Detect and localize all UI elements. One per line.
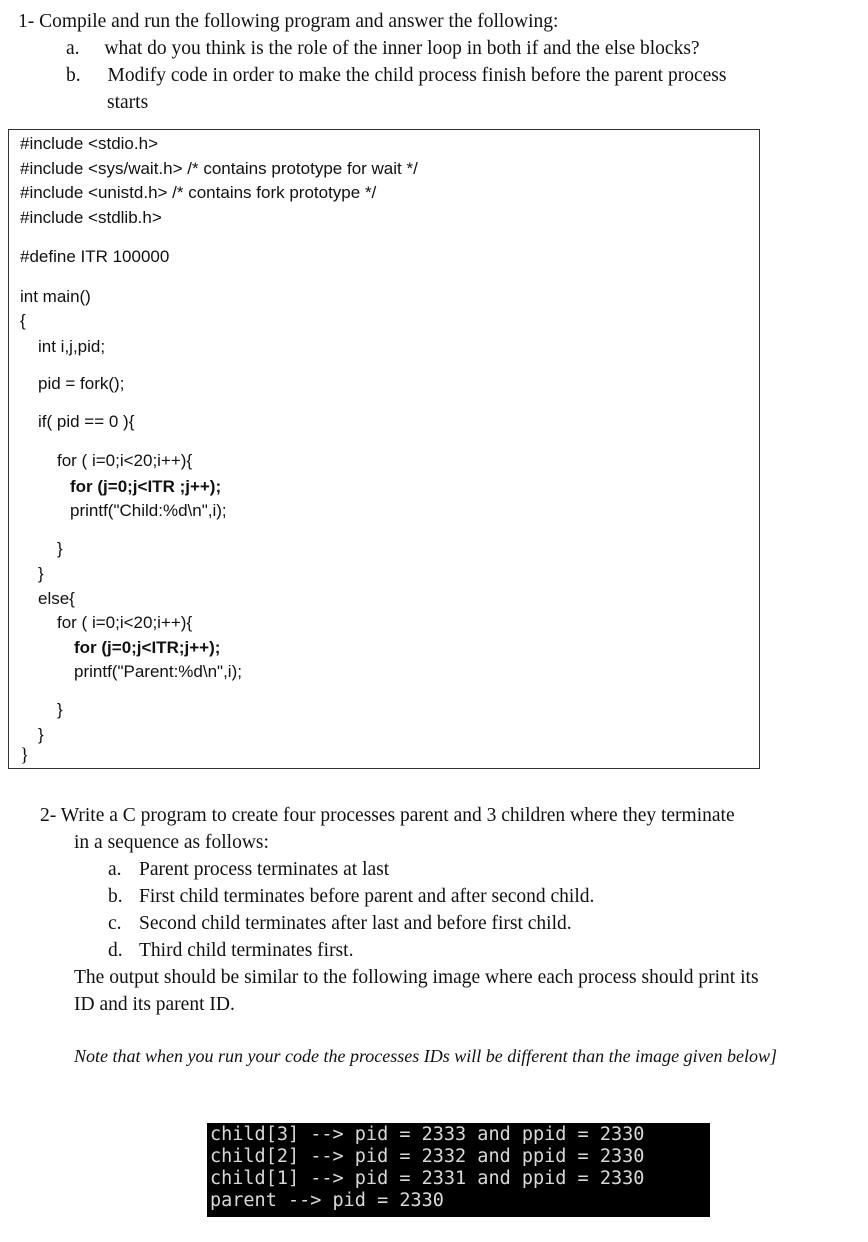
code-line: } [20,745,30,766]
question-1-item-b-continuation: starts [107,92,149,113]
code-listing-box [8,129,760,769]
question-2-item-a: Parent process terminates at last [139,859,390,880]
question-1-item-b [66,62,726,89]
code-line: else{ [38,589,75,608]
terminal-line: child[2] --> pid = 2332 and ppid = 2330 [210,1146,645,1167]
item-letter: a. [66,38,80,59]
note-text: Note that when you run your code the processes IDs will be different than the image given below] [74,1046,778,1066]
code-line: printf("Child:%d\n",i); [70,501,227,520]
code-line: pid = fork(); [38,374,125,393]
output-instruction-continuation: ID and its parent ID. [74,994,235,1015]
question-1-item-a [66,35,700,62]
item-letter: b. [66,65,81,86]
code-line: for ( i=0;i<20;i++){ [57,451,193,470]
code-line: for (j=0;j<ITR;j++); [74,638,221,657]
question-2-title-continuation: in a sequence as follows: [74,832,269,853]
item-letter: a. [108,859,122,880]
code-line: printf("Parent:%d\n",i); [74,662,242,681]
question-2-item-d: Third child terminates first. [139,940,354,961]
item-letter: c. [108,913,122,934]
code-line: #include <stdlib.h> [20,208,162,227]
code-line: int i,j,pid; [38,337,106,356]
question-2-title: 2- Write a C program to create four processes parent and 3 children where they terminate [40,805,735,826]
code-line: for (j=0;j<ITR ;j++); [70,477,222,496]
code-line: #include <unistd.h> /* contains fork prototype */ [20,183,377,202]
question-1-title: 1- Compile and run the following program and answer the following: [18,11,559,32]
code-line: } [38,725,44,744]
item-text: Modify code in order to make the child process finish before the parent process [107,65,727,86]
item-letter: d. [108,940,123,961]
output-instruction: The output should be similar to the following image where each process should print its [74,967,759,988]
code-line: for ( i=0;i<20;i++){ [57,613,193,632]
code-line: } [57,539,63,558]
item-text: what do you think is the role of the inner loop in both if and the else blocks? [104,38,700,59]
code-line: if( pid == 0 ){ [38,412,135,431]
terminal-line: child[3] --> pid = 2333 and ppid = 2330 [210,1124,645,1145]
code-line: #define ITR 100000 [20,247,170,266]
code-line: { [20,311,26,330]
code-line: } [38,564,44,583]
terminal-output [207,1123,710,1217]
code-line: #include <stdio.h> [20,134,158,153]
terminal-line: child[1] --> pid = 2331 and ppid = 2330 [210,1168,645,1189]
terminal-line: parent --> pid = 2330 [210,1190,444,1211]
code-line: int main() [20,287,91,306]
code-line: #include <sys/wait.h> /* contains prototype for wait */ [20,159,418,178]
question-2-item-b: First child terminates before parent and after second child. [139,886,595,907]
code-line: } [57,700,63,719]
question-2-item-c: Second child terminates after last and before first child. [139,913,572,934]
item-letter: b. [108,886,123,907]
